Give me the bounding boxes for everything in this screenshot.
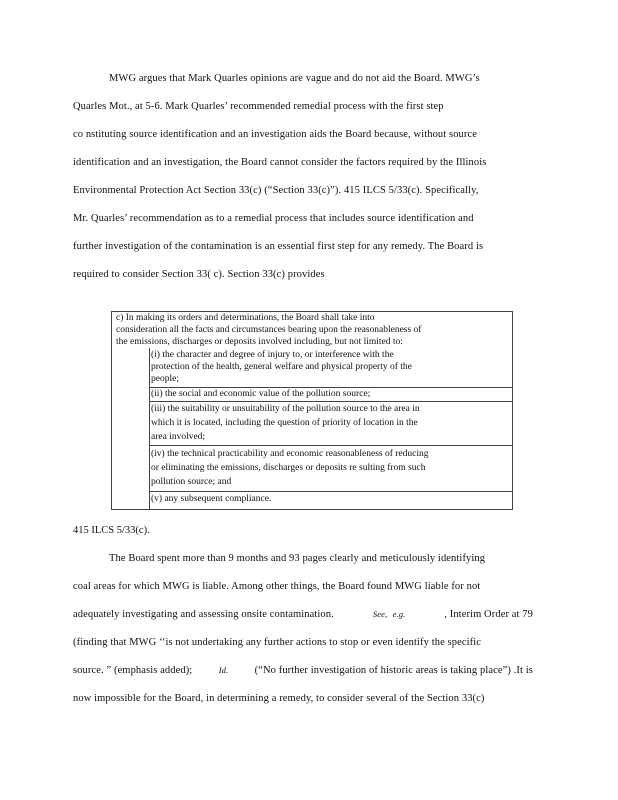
quote-item-3-line-1: (iii) the suitability or unsuitability of the pollution source to the area in [151, 404, 420, 414]
para2-line-6: now impossible for the Board, in determining a remedy, to consider several of the Section 33(c) [73, 693, 485, 704]
quote-divider [149, 387, 512, 388]
quote-item-5: (v) any subsequent compliance. [151, 494, 272, 504]
para2-line-5-tail: (“No further investigation of historic areas is taking place”) .It is [254, 665, 533, 676]
quote-divider [149, 401, 512, 402]
para1-line-7: further investigation of the contamination is an essential first step for any remedy. The Board is [73, 241, 484, 252]
para2-line-3 [73, 609, 533, 620]
quote-item-3-line-3: area involved; [151, 432, 206, 442]
para2-line-3-see: See, e.g. [372, 609, 406, 619]
quote-item-4-line-3: pollution source; and [151, 477, 232, 487]
statute-citation: 415 ILCS 5/33(c). [73, 525, 150, 536]
statute-quote-box [111, 311, 513, 510]
para1-line-6: Mr. Quarles’ recommendation as to a remedial process that includes source identification and [73, 213, 474, 224]
para2-line-2: coal areas for which MWG is liable. Among other things, the Board found MWG liable for not [73, 581, 481, 592]
para2-line-1: The Board spent more than 9 months and 93 pages clearly and meticulously identifying [109, 553, 486, 564]
quote-item-1-line-1: (i) the character and degree of injury to, or interference with the [151, 350, 394, 360]
para1-line-2: Quarles Mot., at 5-6. Mark Quarles’ recommended remedial process with the first step [73, 101, 444, 112]
quote-item-4-line-1: (iv) the technical practicability and economic reasonableness of reducing [151, 449, 429, 459]
para2-line-5 [73, 665, 533, 676]
quote-lead-line-1: c) In making its orders and determinations, the Board shall take into [116, 313, 375, 323]
para1-line-3: co nstituting source identification and an investigation aids the Board because, without source [73, 129, 478, 140]
para2-line-3-tail: , Interim Order at 79 [444, 609, 533, 620]
quote-divider [149, 445, 512, 446]
quote-lead-line-2: consideration all the facts and circumstances bearing upon the reasonableness of [116, 325, 422, 335]
quote-item-2: (ii) the social and economic value of the pollution source; [151, 389, 371, 399]
quote-divider [149, 491, 512, 492]
para2-line-4: (finding that MWG ‘‘is not undertaking any further actions to stop or even identify the specific [73, 637, 482, 648]
para1-line-1: MWG argues that Mark Quarles opinions are vague and do not aid the Board. MWG’s [109, 73, 480, 84]
quote-item-1-line-3: people; [151, 374, 179, 384]
para1-line-5: Environmental Protection Act Section 33(c) (“Section 33(c)”). 415 ILCS 5/33(c). Specifically, [73, 185, 479, 196]
para2-line-5-text: source. ” (emphasis added); [73, 665, 193, 676]
quote-item-3-line-2: which it is located, including the question of priority of location in the [151, 418, 418, 428]
quote-inner-border [149, 348, 150, 509]
para1-line-4: identification and an investigation, the Board cannot consider the factors required by the Illinois [73, 157, 487, 168]
quote-lead-line-3: the emissions, discharges or deposits involved including, but not limited to: [116, 337, 403, 347]
para2-line-3-text: adequately investigating and assessing onsite contamination. [73, 609, 334, 620]
para1-line-8: required to consider Section 33( c). Section 33(c) provides [73, 269, 325, 280]
quote-item-4-line-2: or eliminating the emissions, discharges or deposits re sulting from such [151, 463, 426, 473]
quote-item-1-line-2: protection of the health, general welfare and physical property of the [151, 362, 412, 372]
para2-line-5-id: Id. [218, 665, 229, 675]
